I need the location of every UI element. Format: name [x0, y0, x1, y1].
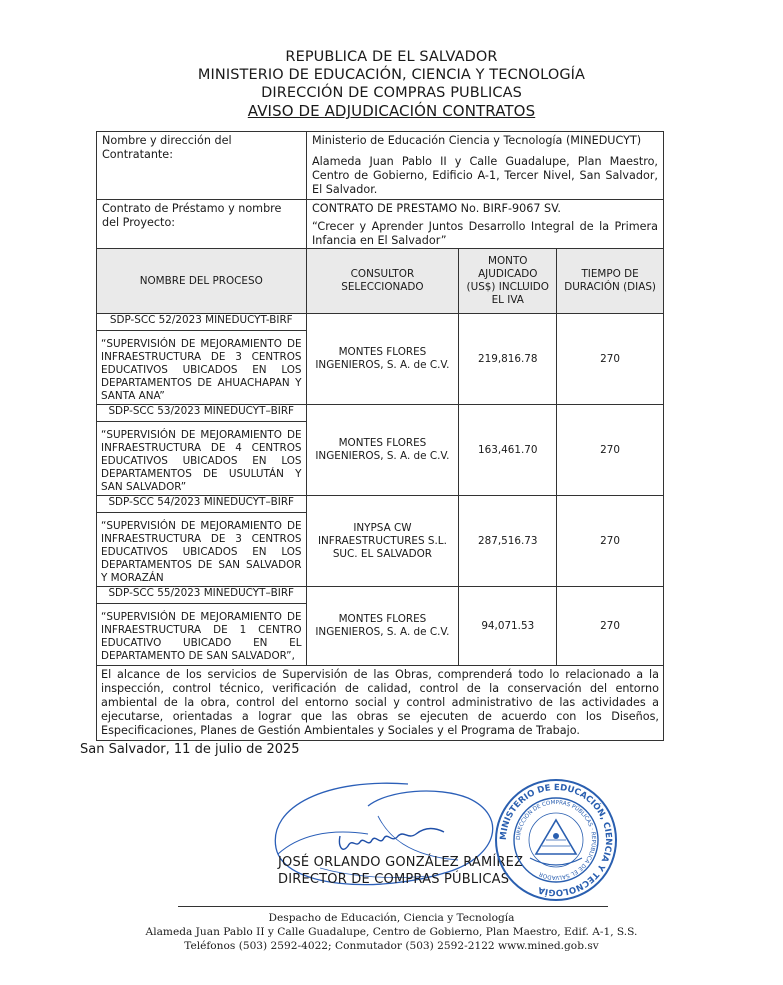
header-proceso: NOMBRE DEL PROCESO — [97, 249, 307, 314]
process-description: “SUPERVISIÓN DE MEJORAMIENTO DE INFRAESTRUCTURA DE 4 CENTROS EDUCATIVOS UBICADOS EN LOS DEPARTAMENTOS DE USULUTÁN Y SAN SALVADOR” — [97, 422, 307, 496]
consultor-cell: MONTES FLORES INGENIEROS, S. A. de C.V. — [306, 405, 459, 496]
scope-note: El alcance de los servicios de Supervisión de las Obras, comprenderá todo lo relacionado a la inspección, control técnico, verificación de calidad, control de la conservación del entorno ambiental de la obra, control del entorno social y control administrativo de las actividades a ejecutarse, orientadas a lograr que las obras se ejecuten de acuerdo con los Diseños, Especificaciones, Planes de Gestión Ambientales y Sociales y el Programa de Trabajo. — [97, 666, 664, 741]
footer-divider — [178, 906, 608, 907]
official-seal-icon — [494, 778, 618, 902]
prestamo-label: Contrato de Préstamo y nombre del Proyecto: — [97, 200, 307, 251]
contratante-name: Ministerio de Educación Ciencia y Tecnología (MINEDUCYT) — [312, 134, 642, 147]
table-row — [97, 314, 664, 331]
header-monto: MONTO AJUDICADO (US$) INCLUIDO EL IVA — [459, 249, 557, 314]
date-line: San Salvador, 11 de julio de 2025 — [80, 742, 300, 757]
prestamo-value — [307, 200, 664, 251]
monto-cell: 287,516.73 — [459, 496, 557, 587]
signatory-name: JOSÉ ORLANDO GONZÁLEZ RAMÍREZ — [278, 855, 524, 870]
process-code: SDP-SCC 54/2023 MINEDUCYT–BIRF — [97, 496, 307, 513]
process-code: SDP-SCC 53/2023 MINEDUCYT–BIRF — [97, 405, 307, 422]
tiempo-cell: 270 — [557, 405, 664, 496]
footer-phones: Teléfonos (503) 2592-4022; Conmutador (503) 2592-2122 www.mined.gob.sv — [184, 940, 599, 952]
contract-info-table — [96, 131, 664, 251]
contratante-value — [307, 132, 664, 200]
process-description: “SUPERVISIÓN DE MEJORAMIENTO DE INFRAESTRUCTURA DE 1 CENTRO EDUCATIVO UBICADO EN EL DEPARTAMENTO DE SAN SALVADOR”, — [97, 604, 307, 666]
awards-table — [96, 248, 664, 741]
table-row — [97, 587, 664, 604]
signatory-title: DIRECTOR DE COMPRAS PÚBLICAS — [278, 872, 510, 887]
seal-outer-text: MINISTERIO DE EDUCACIÓN, CIENCIA Y TECNOLOGÍA — [498, 782, 614, 898]
footer-office: Despacho de Educación, Ciencia y Tecnología — [268, 912, 515, 924]
header-consultor: CONSULTOR SELECCIONADO — [306, 249, 459, 314]
seal-inner-text: DIRECCIÓN DE COMPRAS PÚBLICAS · REPÚBLICA DE EL SALVADOR — [515, 799, 597, 881]
process-code: SDP-SCC 55/2023 MINEDUCYT–BIRF — [97, 587, 307, 604]
monto-cell: 94,071.53 — [459, 587, 557, 666]
process-code: SDP-SCC 52/2023 MINEDUCYT-BIRF — [97, 314, 307, 331]
table-row — [97, 496, 664, 513]
signatory — [278, 854, 523, 888]
contratante-address: Alameda Juan Pablo II y Calle Guadalupe, Plan Maestro, Centro de Gobierno, Edificio A-1, Tercer Nivel, San Salvador, El Salvador. — [312, 155, 658, 196]
header-ministry: MINISTERIO DE EDUCACIÓN, CIENCIA Y TECNOLOGÍA — [197, 67, 586, 83]
project-name: “Crecer y Aprender Juntos Desarrollo Integral de la Primera Infancia en El Salvador” — [312, 220, 658, 247]
header-country: REPUBLICA DE EL SALVADOR — [285, 49, 498, 65]
consultor-cell: MONTES FLORES INGENIEROS, S. A. de C.V. — [306, 314, 459, 405]
table-row — [97, 405, 664, 422]
header-direction: DIRECCIÓN DE COMPRAS PUBLICAS — [261, 85, 522, 101]
contratante-label: Nombre y dirección del Contratante: — [97, 132, 307, 200]
tiempo-cell: 270 — [557, 587, 664, 666]
monto-cell: 219,816.78 — [459, 314, 557, 405]
awards-header-row — [97, 249, 664, 314]
prestamo-number: CONTRATO DE PRESTAMO No. BIRF-9067 SV. — [312, 202, 561, 215]
process-description: “SUPERVISIÓN DE MEJORAMIENTO DE INFRAESTRUCTURA DE 3 CENTROS EDUCATIVOS UBICADOS EN LOS DEPARTAMENTOS DE AHUACHAPAN Y SANTA ANA” — [97, 331, 307, 405]
process-description: “SUPERVISIÓN DE MEJORAMIENTO DE INFRAESTRUCTURA DE 3 CENTROS EDUCATIVOS UBICADOS EN LOS DEPARTAMENTOS DE SAN SALVADOR Y MORAZÁN — [97, 513, 307, 587]
document-title: AVISO DE ADJUDICACIÓN CONTRATOS — [247, 102, 536, 120]
scope-note-row — [97, 666, 664, 741]
tiempo-cell: 270 — [557, 314, 664, 405]
consultor-cell: MONTES FLORES INGENIEROS, S. A. de C.V. — [306, 587, 459, 666]
monto-cell: 163,461.70 — [459, 405, 557, 496]
header-tiempo: TIEMPO DE DURACIÓN (DIAS) — [557, 249, 664, 314]
document-header — [0, 48, 783, 120]
consultor-cell: INYPSA CW INFRAESTRUCTURES S.L. SUC. EL SALVADOR — [306, 496, 459, 587]
footer-address — [100, 911, 683, 953]
footer-street: Alameda Juan Pablo II y Calle Guadalupe, Centro de Gobierno, Plan Maestro, Edif. A-1, S.S. — [145, 926, 638, 938]
tiempo-cell: 270 — [557, 496, 664, 587]
